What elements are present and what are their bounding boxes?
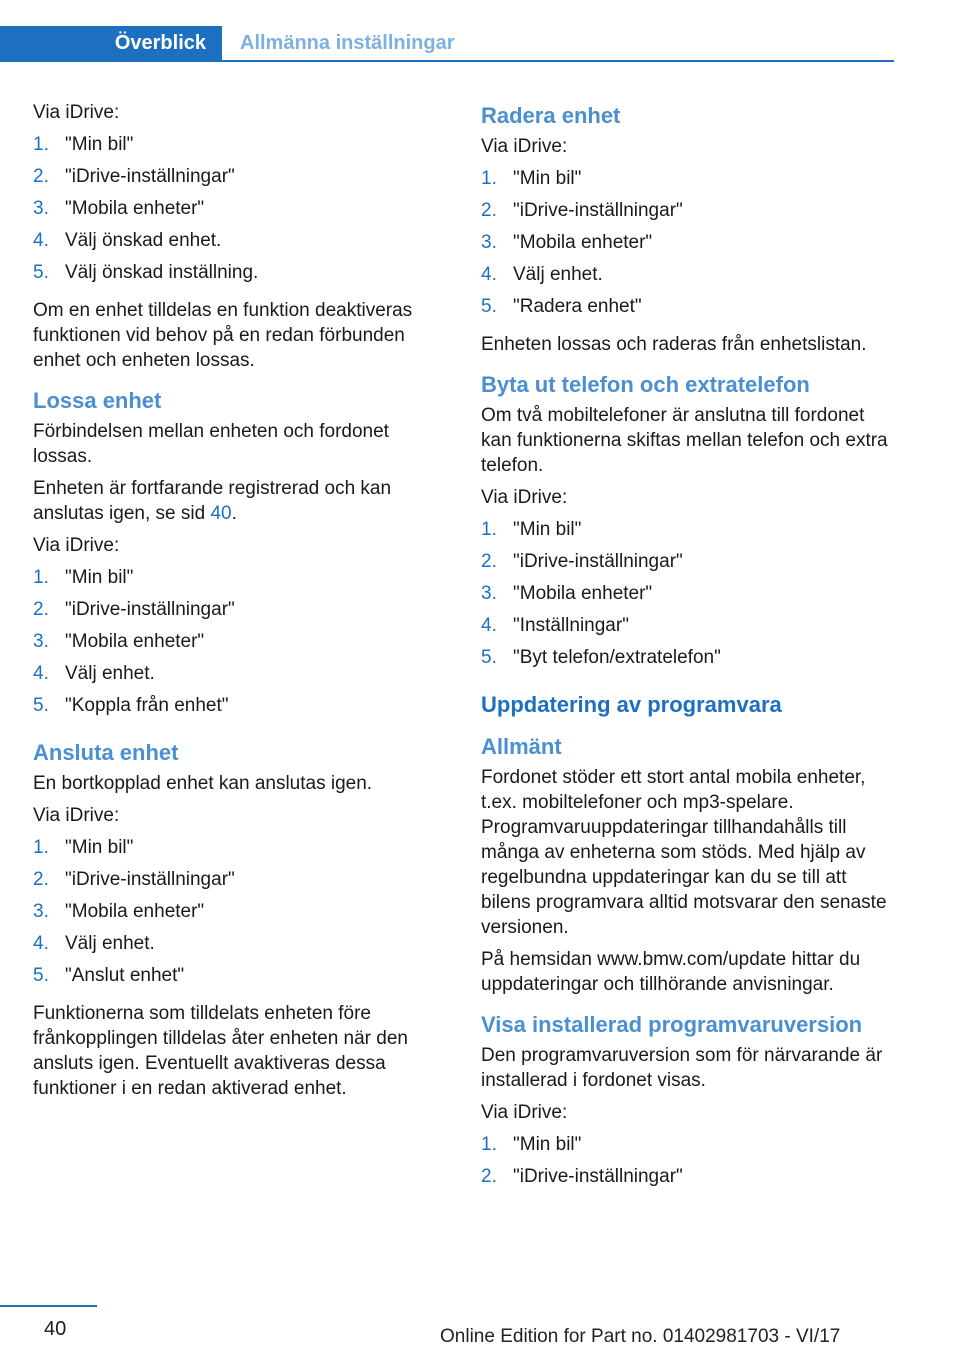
paragraph: Via iDrive: bbox=[33, 535, 120, 556]
tab-overblick[interactable]: Överblick bbox=[0, 26, 222, 60]
list-item: 4. Välj enhet. bbox=[33, 663, 155, 684]
list-item: 5. "Koppla från enhet" bbox=[33, 695, 229, 716]
list-item: 2. "iDrive-inställningar" bbox=[481, 1166, 683, 1187]
step-list bbox=[33, 835, 453, 995]
paragraph: Förbindelsen mellan enheten och fordonet lossas. bbox=[33, 421, 389, 467]
footer-divider bbox=[0, 1305, 97, 1307]
heading-radera-enhet: Radera enhet bbox=[481, 103, 621, 128]
heading-lossa-enhet: Lossa enhet bbox=[33, 388, 162, 413]
paragraph: Via iDrive: bbox=[33, 102, 120, 123]
list-item: 5. "Byt telefon/extratelefon" bbox=[481, 647, 721, 668]
paragraph: En bortkopplad enhet kan anslutas igen. bbox=[33, 773, 373, 794]
edition-text: Online Edition for Part no. 01402981703 - VI/17 bbox=[440, 1326, 841, 1347]
step-list bbox=[481, 517, 899, 677]
step-list bbox=[33, 565, 453, 725]
list-item: 2. "iDrive-inställningar" bbox=[33, 166, 235, 187]
list-item: 4. Välj enhet. bbox=[481, 264, 603, 285]
right-column bbox=[481, 100, 899, 1202]
tab-allmanna-installningar[interactable]: Allmänna inställningar bbox=[240, 31, 455, 54]
paragraph: Om två mobiltelefoner är anslutna till fordonet kan funktionerna skiftas mellan telefon och extra telefon. bbox=[481, 405, 888, 476]
list-item: 2. "iDrive-inställningar" bbox=[481, 200, 683, 221]
paragraph: Via iDrive: bbox=[481, 1102, 568, 1123]
heading-ansluta-enhet: Ansluta enhet bbox=[33, 740, 179, 765]
list-item: 5. Välj önskad inställning. bbox=[33, 262, 259, 283]
list-item: 1. "Min bil" bbox=[481, 168, 582, 189]
list-item: 3. "Mobila enheter" bbox=[33, 901, 205, 922]
left-column bbox=[33, 100, 453, 1108]
paragraph: Via iDrive: bbox=[481, 487, 568, 508]
paragraph: Enheten är fortfarande registrerad och kan anslutas igen, se sid 40. bbox=[33, 478, 392, 524]
page-link[interactable]: 40 bbox=[210, 503, 232, 524]
paragraph: Funktionerna som tilldelats enheten före frånkopplingen tilldelas åter enheten när den ansluts igen. Eventuellt avaktiveras dessa funktioner i en redan aktiverad enhet. bbox=[33, 1003, 408, 1099]
list-item: 3. "Mobila enheter" bbox=[481, 583, 653, 604]
header-divider bbox=[0, 60, 894, 62]
page-number: 40 bbox=[44, 1318, 67, 1340]
list-item: 4. Välj önskad enhet. bbox=[33, 230, 222, 251]
list-item: 1. "Min bil" bbox=[481, 519, 582, 540]
page-header bbox=[0, 26, 894, 62]
step-list bbox=[33, 132, 453, 292]
list-item: 2. "iDrive-inställningar" bbox=[481, 551, 683, 572]
heading-visa-version: Visa installerad programvaruversion bbox=[481, 1012, 863, 1037]
paragraph: På hemsidan www.bmw.com/update hittar du uppdateringar och tillhörande anvisningar. bbox=[481, 949, 861, 995]
paragraph: Enheten lossas och raderas från enhetslistan. bbox=[481, 334, 867, 355]
paragraph: Via iDrive: bbox=[33, 805, 120, 826]
paragraph: Fordonet stöder ett stort antal mobila enheter, t.ex. mobiltelefoner och mp3-spelare. Programvaruuppdateringar tillhandahålls till många av enheterna som stöds. Med hjälp av regelbundna uppdateringar kan du se till att bilens programvara alltid motsvarar den senaste versionen. bbox=[481, 767, 887, 938]
paragraph: Via iDrive: bbox=[481, 136, 568, 157]
list-item: 1. "Min bil" bbox=[481, 1134, 582, 1155]
list-item: 2. "iDrive-inställningar" bbox=[33, 869, 235, 890]
list-item: 3. "Mobila enheter" bbox=[33, 198, 205, 219]
list-item: 3. "Mobila enheter" bbox=[481, 232, 653, 253]
list-item: 5. "Radera enhet" bbox=[481, 296, 642, 317]
list-item: 2. "iDrive-inställningar" bbox=[33, 599, 235, 620]
list-item: 3. "Mobila enheter" bbox=[33, 631, 205, 652]
heading-uppdatering: Uppdatering av programvara bbox=[481, 692, 782, 717]
list-item: 1. "Min bil" bbox=[33, 837, 134, 858]
heading-byta-telefon: Byta ut telefon och extratelefon bbox=[481, 372, 810, 397]
list-item: 4. "Inställningar" bbox=[481, 615, 629, 636]
paragraph: Om en enhet tilldelas en funktion deaktiveras funktionen vid behov på en redan förbunden enhet och enheten lossas. bbox=[33, 300, 413, 371]
paragraph: Den programvaruversion som för närvarande är installerad i fordonet visas. bbox=[481, 1045, 883, 1091]
heading-allmant: Allmänt bbox=[481, 734, 562, 759]
step-list bbox=[481, 166, 899, 326]
list-item: 4. Välj enhet. bbox=[33, 933, 155, 954]
step-list bbox=[481, 1132, 899, 1196]
list-item: 5. "Anslut enhet" bbox=[33, 965, 185, 986]
list-item: 1. "Min bil" bbox=[33, 567, 134, 588]
list-item: 1. "Min bil" bbox=[33, 134, 134, 155]
